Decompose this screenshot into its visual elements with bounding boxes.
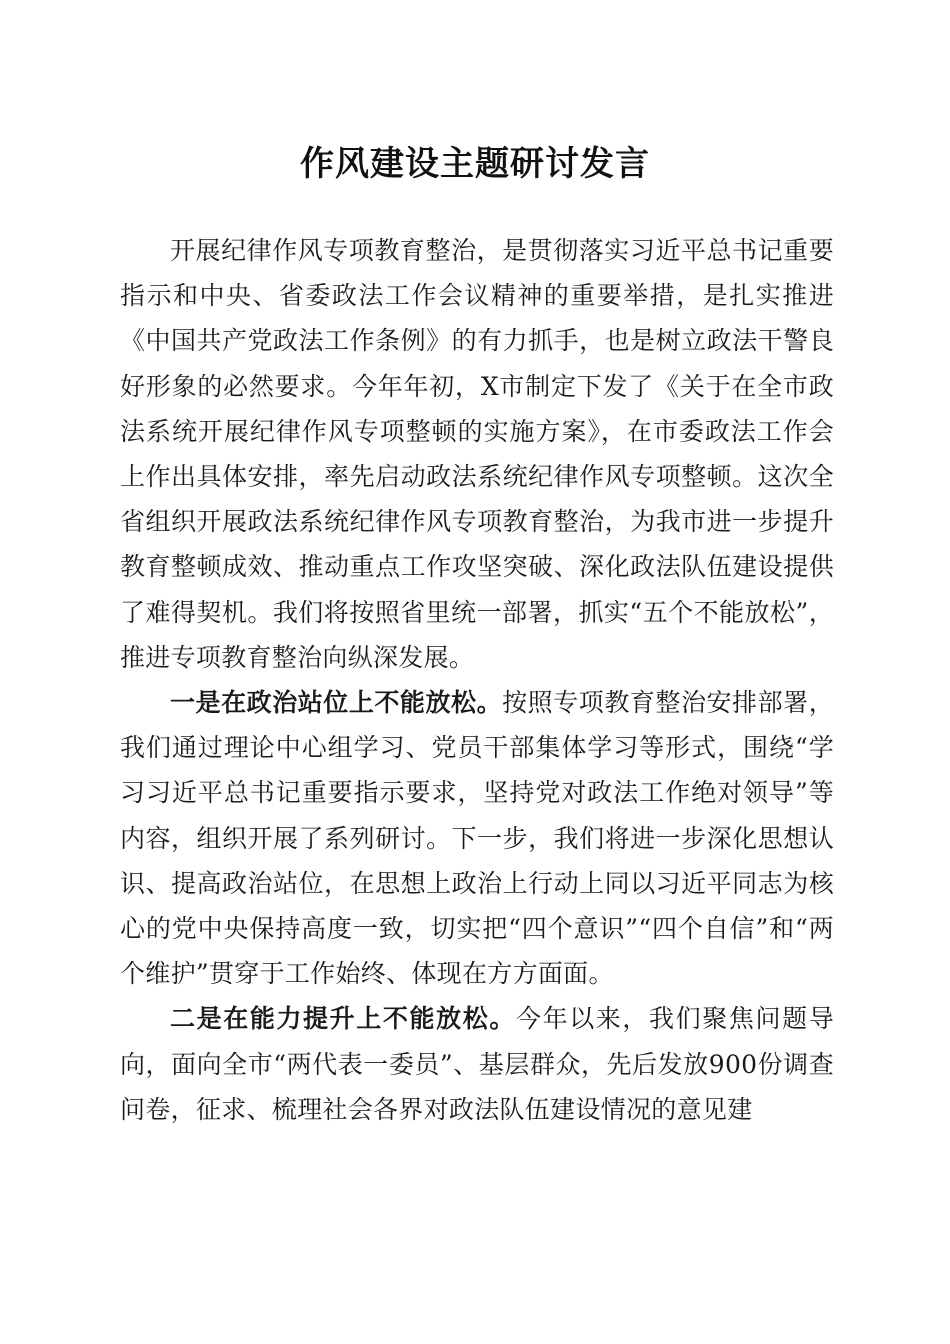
paragraph-lead: 一是在政治站位上不能放松。 <box>170 688 503 718</box>
paragraph-point-one <box>120 680 834 996</box>
paragraph-text: 今年以来，我们聚焦问题导向，面向全市“两代表一委员”、基层群众，先后发放900份调查问卷，征求、梳理社会各界对政法队伍建设情况的意见建 <box>120 1004 835 1124</box>
paragraph-lead: 二是在能力提升上不能放松。 <box>170 1004 516 1034</box>
paragraph-point-two <box>120 996 834 1132</box>
document-title: 作风建设主题研讨发言 <box>300 144 650 184</box>
paragraph-text: 按照专项教育整治安排部署，我们通过理论中心组学习、党员干部集体学习等形式，围绕“学习习近平总书记重要指示要求，坚持党对政法工作绝对领导”等内容，组织开展了系列研讨。下一步，我们将进一步深化思想认识、提高政治站位，在思想上政治上行动上同以习近平同志为核心的党中央保持高度一致，切实把“四个意识”“四个自信”和“两个维护”贯穿于工作始终、体现在方方面面。 <box>120 688 834 989</box>
document-body <box>120 228 834 1132</box>
paragraph-intro <box>120 228 834 680</box>
paragraph-text: 开展纪律作风专项教育整治，是贯彻落实习近平总书记重要指示和中央、省委政法工作会议精神的重要举措，是扎实推进《中国共产党政法工作条例》的有力抓手，也是树立政法干警良好形象的必然要求。今年年初，X市制定下发了《关于在全市政法系统开展纪律作风专项整顿的实施方案》，在市委政法工作会上作出具体安排，率先启动政法系统纪律作风专项整顿。这次全省组织开展政法系统纪律作风专项教育整治，为我市进一步提升教育整顿成效、推动重点工作攻坚突破、深化政法队伍建设提供了难得契机。我们将按照省里统一部署，抓实“五个不能放松”，推进专项教育整治向纵深发展。 <box>120 236 834 672</box>
